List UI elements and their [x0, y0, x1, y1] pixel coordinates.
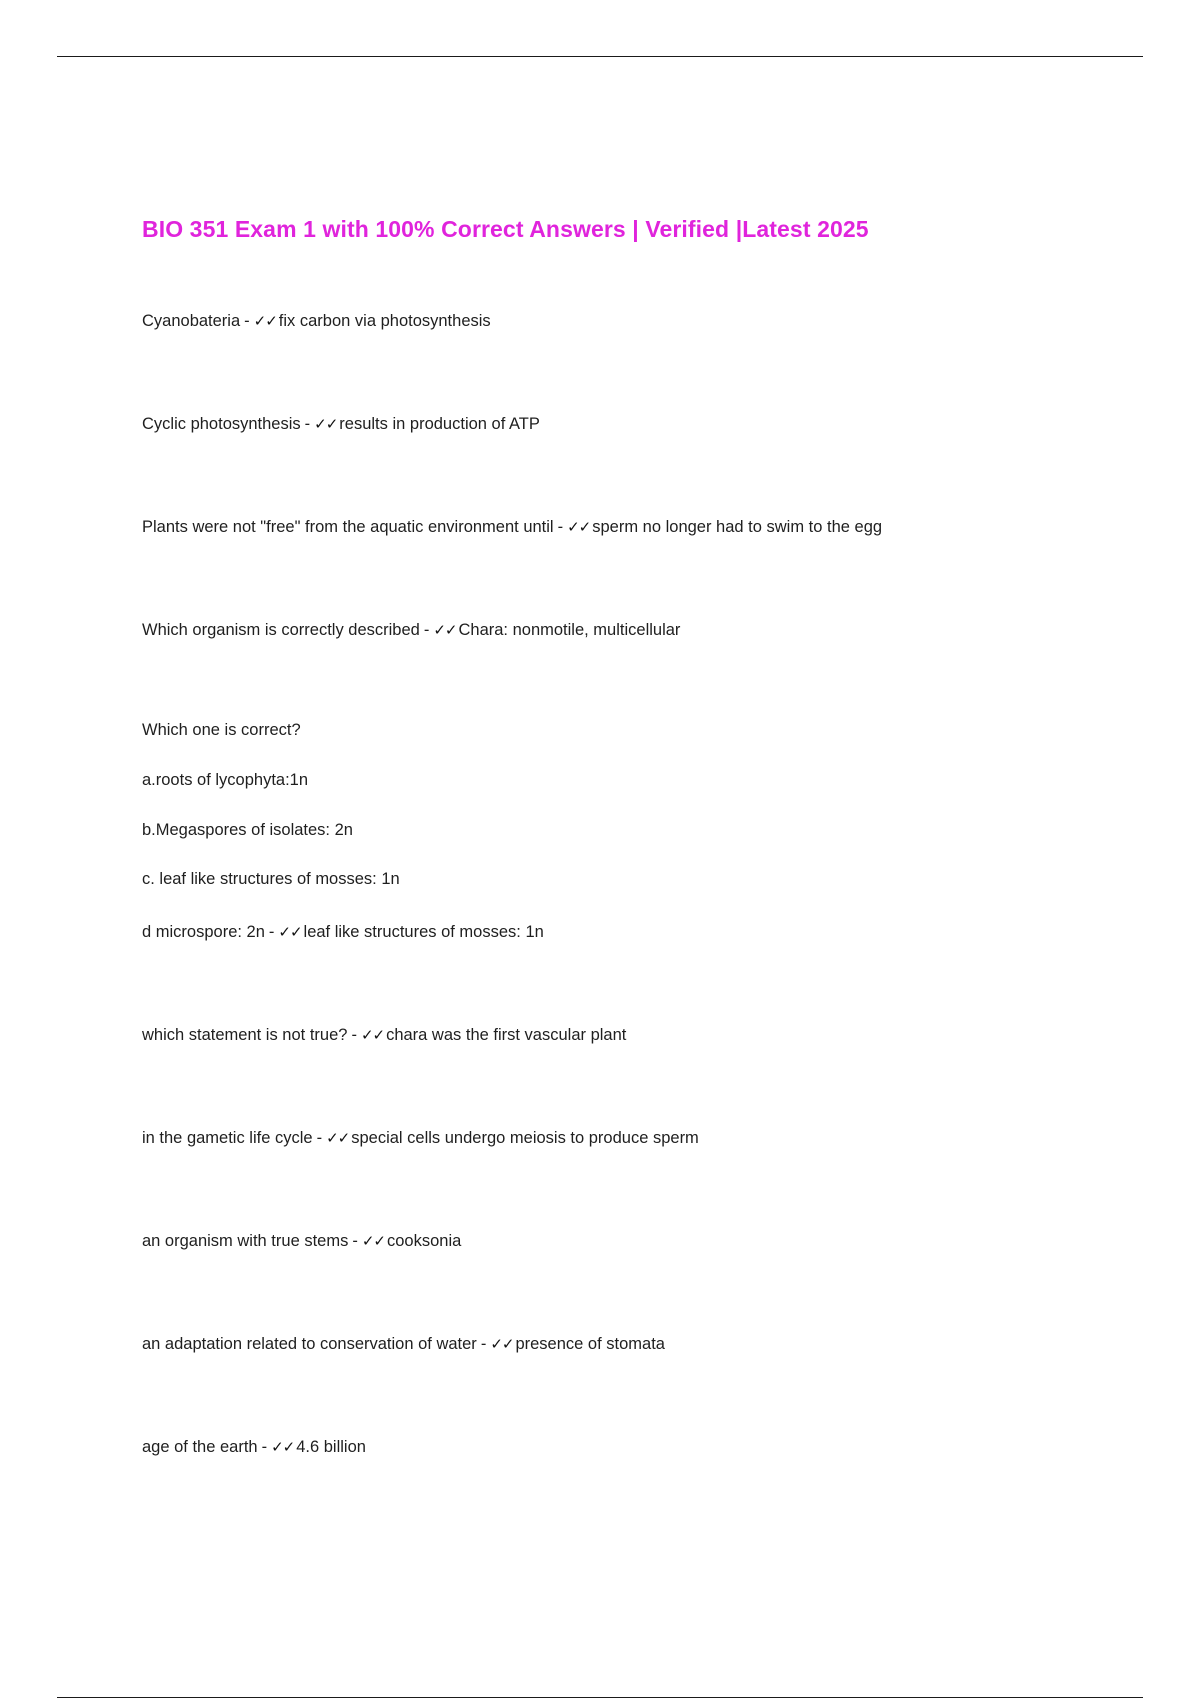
check-mark-icon: ✓✓	[360, 1026, 385, 1044]
question-text: an organism with true stems	[142, 1232, 349, 1250]
question-text: Which organism is correctly described	[142, 621, 420, 639]
question-text: age of the earth	[142, 1438, 258, 1456]
separator: -	[304, 415, 311, 433]
answer-text: results in production of ATP	[339, 415, 540, 433]
qa-item-true-stems	[142, 1230, 461, 1252]
mcq-option-c: c. leaf like structures of mosses: 1n	[142, 870, 400, 888]
question-text: Cyanobateria	[142, 312, 241, 330]
answer-text: leaf like structures of mosses: 1n	[303, 923, 544, 941]
answer-text: 4.6 billion	[296, 1438, 366, 1456]
check-mark-icon: ✓✓	[433, 621, 457, 639]
check-mark-icon: ✓✓	[326, 1129, 350, 1147]
bottom-rule	[57, 1697, 1143, 1698]
question-text: d microspore: 2n	[142, 923, 265, 941]
qa-item-organism-described	[142, 619, 680, 641]
mcq-option-b: b.Megaspores of isolates: 2n	[142, 821, 353, 839]
check-mark-icon: ✓✓	[253, 312, 277, 330]
qa-item-age-of-earth	[142, 1436, 366, 1458]
question-text: Cyclic photosynthesis	[142, 415, 301, 433]
separator: -	[352, 1232, 358, 1250]
answer-text: chara was the first vascular plant	[386, 1026, 627, 1044]
answer-text: Chara: nonmotile, multicellular	[458, 621, 681, 639]
answer-text: fix carbon via photosynthesis	[278, 312, 491, 330]
separator: -	[261, 1438, 268, 1456]
answer-text: special cells undergo meiosis to produce sperm	[351, 1129, 699, 1147]
qa-item-water-conservation	[142, 1333, 665, 1355]
qa-item-aquatic-environment	[142, 516, 882, 538]
question-text: Plants were not "free" from the aquatic environment until	[142, 518, 554, 536]
qa-item-gametic-life-cycle	[142, 1127, 699, 1149]
question-text: in the gametic life cycle	[142, 1129, 313, 1147]
qa-item-not-true	[142, 1024, 626, 1046]
separator: -	[423, 621, 430, 639]
separator: -	[480, 1335, 487, 1353]
mcq-option-d	[142, 921, 544, 943]
qa-item-cyanobacteria	[142, 310, 491, 332]
answer-text: cooksonia	[386, 1232, 462, 1250]
check-mark-icon: ✓✓	[567, 518, 591, 536]
qa-item-cyclic-photosynthesis	[142, 413, 540, 435]
mcq-prompt: Which one is correct?	[142, 721, 301, 739]
document-title: BIO 351 Exam 1 with 100% Correct Answers | Verified |Latest 2025	[142, 216, 869, 242]
question-text: an adaptation related to conservation of water	[142, 1335, 477, 1353]
separator: -	[268, 923, 275, 941]
check-mark-icon: ✓✓	[271, 1438, 295, 1456]
top-rule	[57, 56, 1143, 57]
check-mark-icon: ✓✓	[314, 415, 338, 433]
separator: -	[316, 1129, 323, 1147]
check-mark-icon: ✓✓	[278, 923, 302, 941]
question-text: which statement is not true?	[142, 1026, 348, 1044]
separator: -	[351, 1026, 357, 1044]
separator: -	[557, 518, 564, 536]
check-mark-icon: ✓✓	[490, 1335, 514, 1353]
separator: -	[244, 312, 250, 330]
mcq-option-a: a.roots of lycophyta:1n	[142, 771, 309, 789]
check-mark-icon: ✓✓	[361, 1232, 385, 1250]
answer-text: sperm no longer had to swim to the egg	[592, 518, 883, 536]
answer-text: presence of stomata	[515, 1335, 665, 1353]
